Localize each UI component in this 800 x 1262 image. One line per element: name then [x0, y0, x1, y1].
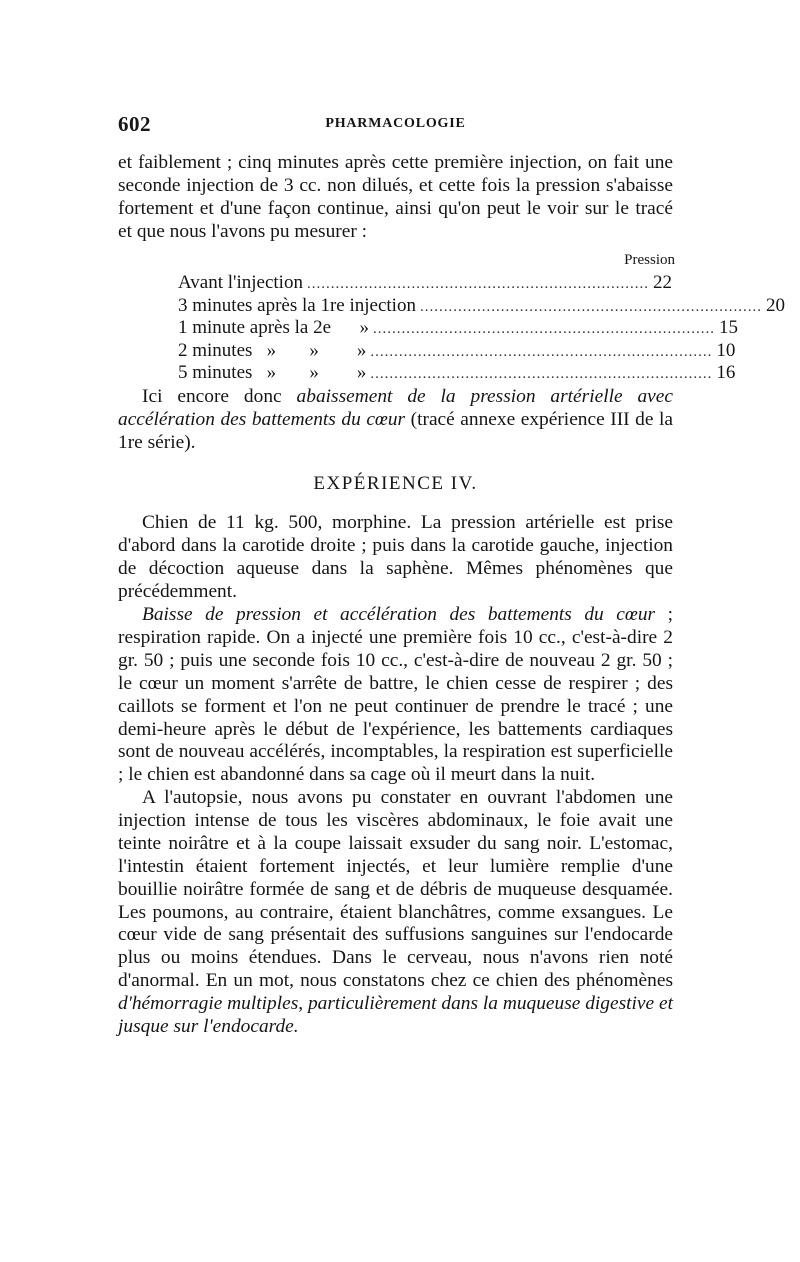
- row-value: 20: [765, 294, 785, 316]
- conclusion-text: Ici encore donc: [142, 386, 297, 407]
- running-head: PHARMACOLOGIE: [325, 116, 466, 131]
- conclusion-text-end: (tracé annexe expérience III de la 1re série).: [118, 408, 673, 453]
- row-label: 3 minutes après la 1re injection: [178, 294, 416, 316]
- table-row: [178, 317, 739, 340]
- leader-dots: ........................................................................: [306, 276, 649, 292]
- pressure-column-header: Pression: [624, 252, 675, 268]
- leader-dots: ........................................................................: [370, 366, 713, 383]
- table-row: [178, 294, 785, 318]
- pressure-table: [178, 272, 785, 385]
- leader-dots: ........................................................................: [370, 343, 713, 360]
- observation-text: ; respiration rapide. On a injecté une première fois 10 cc., c'est-à-dire 2 gr. 50 ; puis une seconde fois 10 cc., c'est-à-dire de nouveau 2 gr. 50 ; le cœur un moment s'arrête de battre, le chien cesse de respirer ; des caillots se forment et l'on ne peut continuer de prendre le tracé ; une demi-heure après le début de l'expérience, les battements cardiaques sont de nouveau accélérés, incomptables, la respiration est superficielle ; le chien est abandonné dans sa cage où il meurt dans la nuit.: [118, 604, 673, 786]
- conclusion-emphasis: abaissement de la pression artérielle avec accélération des battements du cœur: [118, 386, 674, 430]
- row-label: 1 minute après la 2e »: [178, 317, 370, 339]
- leader-dots: ........................................................................: [373, 321, 716, 338]
- section-title: EXPÉRIENCE IV.: [313, 473, 478, 494]
- table-row: [178, 339, 736, 363]
- autopsy-paragraph: [118, 787, 673, 1039]
- row-value: 10: [716, 339, 736, 361]
- page-header: [118, 112, 673, 138]
- row-value: 16: [716, 362, 736, 384]
- row-label: 5 minutes » » »: [178, 362, 367, 384]
- row-label: 2 minutes » » »: [178, 339, 367, 361]
- observation-paragraph: [118, 604, 673, 787]
- autopsy-text: A l'autopsie, nous avons pu constater en ouvrant l'abdomen une injection intense de tous les viscères abdominaux, le foie avait une teinte noirâtre et à la coupe laissait exsuder du sang noir. L'estomac, l'intestin étaient fortement injectés, et leur lumière remplie d'une bouillie noirâtre formée de sang et de débris de muqueuse desquamée. Les poumons, au contraire, étaient blanchâtres, comme exsangues. Le cœur vide de sang présentait des suffusions sanguines sur l'endocarde plus ou moins étendues. Dans le cerveau, nous n'avons rien noté d'anormal. En un mot, nous constatons chez ce chien des phénomènes: [118, 787, 673, 992]
- table-row: [178, 362, 736, 385]
- table-row: [178, 272, 672, 295]
- autopsy-emphasis: d'hémorragie multiples, particulièrement dans la muqueuse digestive et jusque sur l'endocarde.: [118, 993, 673, 1038]
- observation-emphasis: Baisse de pression et accélération des battements du cœur: [142, 604, 656, 625]
- row-label: Avant l'injection: [178, 272, 303, 293]
- page-number: 602: [118, 112, 151, 136]
- row-value: 22: [652, 272, 672, 293]
- intro-paragraph: et faiblement ; cinq minutes après cette première injection, on fait une seconde injection de 3 cc. non dilués, et cette fois la pression s'abaisse fortement et d'une façon continue, ainsi qu'on peut le voir sur le tracé et que nous l'avons pu mesurer :: [118, 152, 673, 242]
- conclusion-paragraph: [118, 386, 673, 455]
- leader-dots: ........................................................................: [419, 298, 762, 315]
- row-value: 15: [719, 317, 739, 339]
- experiment-paragraph: Chien de 11 kg. 500, morphine. La pression artérielle est prise d'abord dans la carotide droite ; puis dans la carotide gauche, injection de décoction aqueuse dans la saphène. Mêmes phénomènes que précédemment.: [118, 512, 673, 602]
